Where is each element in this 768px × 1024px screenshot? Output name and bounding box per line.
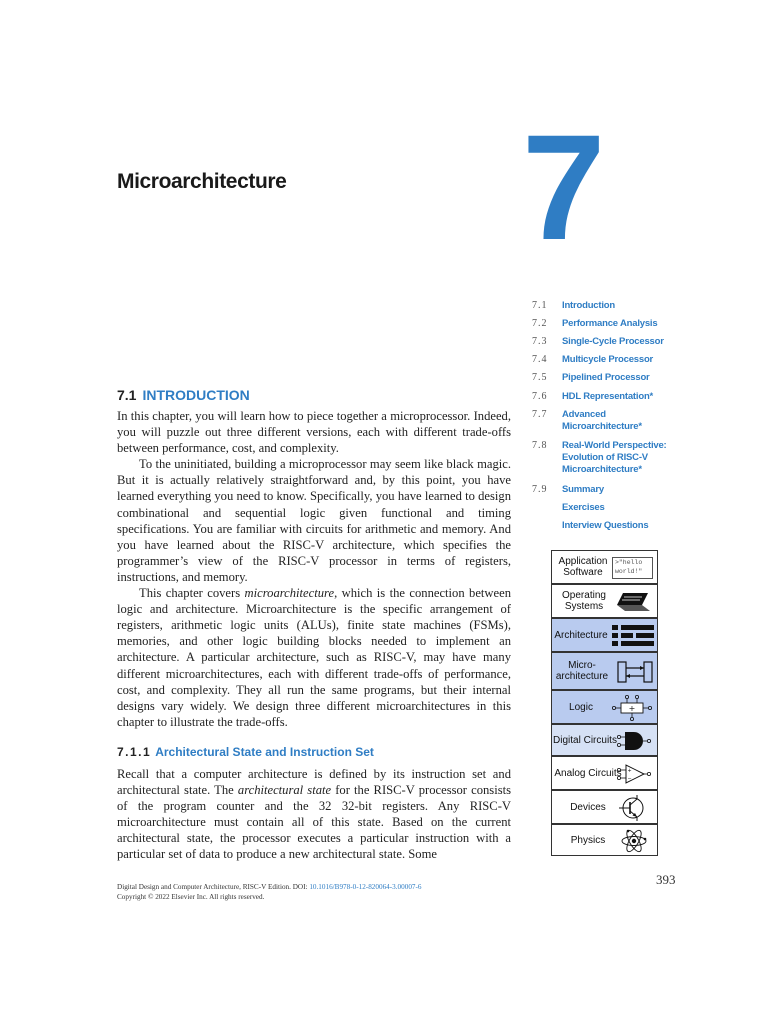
- layer-application-software: [551, 550, 658, 584]
- toc-number: 7.9: [532, 484, 548, 495]
- paragraph: To the uninitiated, building a microprocessor may seem like black magic. But it is actually relatively straightforward and, by this point, you have learned everything you need to know. Specifically, you have learned to design combinational and sequential logic given functional and timing specifications. You are familiar with circuits for arithmetic and memory. And you have learned about the RISC-V architecture, which specifies the programmer’s view of the RISC-V processor in terms of registers, instructions, and memory.: [117, 457, 511, 584]
- toc-label[interactable]: Performance Analysis: [562, 318, 658, 329]
- citation-line: Digital Design and Computer Architecture, RISC-V Edition. DOI: 10.1016/B978-0-12-820064-3.00007-6: [117, 883, 422, 891]
- hello-world-code-icon: >"hello world!": [612, 557, 653, 579]
- layer-label: Digital Circuits: [553, 734, 617, 746]
- section-title: INTRODUCTION: [142, 387, 250, 403]
- section-body: [117, 408, 511, 730]
- toc-number: 7.7: [532, 409, 548, 420]
- datapath-icon: [616, 659, 654, 685]
- toc-number: 7.1: [532, 300, 548, 311]
- toc-number: 7.6: [532, 391, 548, 402]
- instruction-format-icon: [612, 624, 656, 648]
- chapter-title: Microarchitecture: [117, 170, 287, 193]
- subsection-heading: [117, 745, 374, 759]
- toc-label[interactable]: Real-World Perspective: Evolution of RISC-V Microarchitecture*: [562, 440, 667, 475]
- toc-number: 7.2: [532, 318, 548, 329]
- emphasis-term: architectural state: [237, 783, 332, 798]
- layer-label: Application Software: [558, 556, 608, 578]
- chapter-contents: [532, 300, 712, 540]
- layer-physics: [551, 824, 658, 856]
- layer-digital-circuits: [551, 724, 658, 756]
- layer-label: Physics: [570, 834, 606, 846]
- section-number: 7.1: [117, 387, 137, 403]
- layer-microarchitecture: [551, 652, 658, 690]
- atom-icon: [620, 827, 648, 855]
- toc-label[interactable]: Introduction: [562, 300, 616, 311]
- section-heading: [117, 387, 250, 403]
- layer-devices: [551, 790, 658, 824]
- svg-text:−: −: [627, 776, 632, 782]
- toc-label[interactable]: Advanced Microarchitecture*: [562, 409, 642, 432]
- page-number: 393: [656, 872, 676, 887]
- toc-label[interactable]: Multicycle Processor: [562, 354, 654, 365]
- toc-label[interactable]: HDL Representation*: [562, 391, 654, 402]
- svg-text:+: +: [628, 704, 636, 713]
- toc-label[interactable]: Exercises: [562, 502, 605, 513]
- layer-label: Architecture: [554, 629, 608, 641]
- subsection-body: [117, 766, 511, 863]
- subsection-number: 7.1.1: [117, 745, 152, 759]
- toc-label[interactable]: Single-Cycle Processor: [562, 336, 664, 347]
- emphasis-term: microarchitecture: [244, 586, 335, 601]
- laptop-icon: [614, 591, 654, 613]
- adder-icon: [610, 694, 656, 722]
- paragraph: This chapter covers microarchitecture, which is the connection between logic and architecture. Microarchitecture is the specific arrangement of registers, arithmetic logic units (ALUs), finite state machines (FSMs), memories, and other logic building blocks needed to implement an architecture. A particular architecture, such as RISC-V, may have many different microarchitectures, each with different trade-offs of performance, cost, and complexity. They all run the same programs, but their internal designs vary widely. We design three different microarchitectures in this chapter to illustrate the trade-offs.: [117, 586, 511, 729]
- toc-label[interactable]: Pipelined Processor: [562, 372, 650, 383]
- abstraction-stack: [551, 550, 658, 856]
- layer-label: Micro-architecture: [555, 660, 609, 682]
- layer-label: Devices: [570, 801, 606, 813]
- toc-label[interactable]: Interview Questions: [562, 520, 649, 531]
- and-gate-icon: [616, 730, 652, 752]
- layer-analog-circuits: [551, 756, 658, 790]
- paragraph: Recall that a computer architecture is defined by its instruction set and architectural state. The architectural state for the RISC-V processor consists of the program counter and the 32 32-bit registers. Any RISC-V microarchitecture must contain all of this state. Based on the current architectural state, the processor executes a particular instruction with a particular set of data to produce a new architectural state. Some: [117, 767, 511, 862]
- toc-number: 7.8: [532, 440, 548, 451]
- svg-text:+: +: [627, 768, 632, 774]
- layer-label: Analog Circuits: [554, 767, 622, 779]
- subsection-title: Architectural State and Instruction Set: [155, 745, 374, 759]
- toc-number: 7.3: [532, 336, 548, 347]
- layer-operating-systems: [551, 584, 658, 618]
- chapter-number: 7: [522, 103, 606, 271]
- toc-number: 7.4: [532, 354, 548, 365]
- page-footer: [117, 882, 422, 902]
- amplifier-icon: [616, 762, 652, 786]
- doi-link[interactable]: 10.1016/B978-0-12-820064-3.00007-6: [309, 883, 422, 891]
- layer-label: Operating Systems: [562, 590, 606, 612]
- layer-label: Logic: [569, 701, 593, 713]
- toc-number: 7.5: [532, 372, 548, 383]
- copyright-line: Copyright © 2022 Elsevier Inc. All rights reserved.: [117, 893, 265, 901]
- layer-architecture: [551, 618, 658, 652]
- layer-logic: [551, 690, 658, 724]
- transistor-icon: [618, 794, 648, 822]
- toc-label[interactable]: Summary: [562, 484, 604, 495]
- paragraph: In this chapter, you will learn how to piece together a microprocessor. Indeed, you will puzzle out three different versions, each with different trade-offs between performance, cost, and complexity.: [117, 409, 511, 456]
